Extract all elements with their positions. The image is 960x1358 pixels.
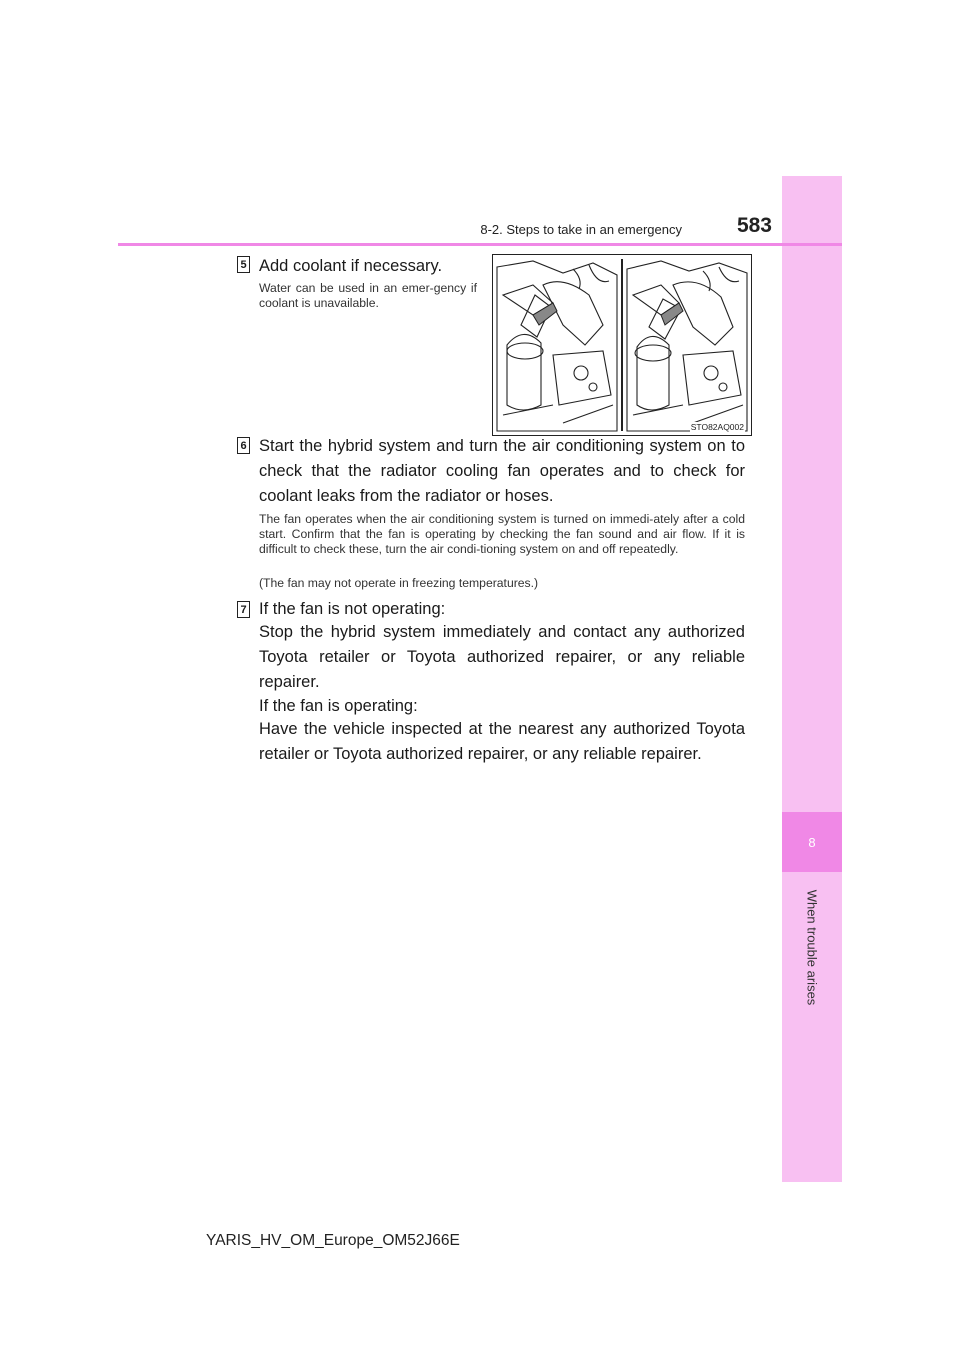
step-7-fan-operating-instruction: Have the vehicle inspected at the nearest any authorized Toyota retailer or Toyota authorized repairer, or any reliable repairer. <box>259 720 745 763</box>
engine-bay-drawing <box>493 255 751 435</box>
chapter-side-tab <box>782 176 842 1182</box>
step-6-badge: 6 <box>237 437 250 454</box>
step-5-note: Water can be used in an emer-gency if coolant is unavailable. <box>259 281 477 310</box>
step-6-note: The fan operates when the air conditioning system is turned on immedi-ately after a cold start. Confirm that the fan is operating by checking the fan sound and air flow. If it is difficult to check these, turn the air condi-tioning system on and off repeatedly. <box>259 512 745 556</box>
step-5-badge: 5 <box>237 256 250 273</box>
step-7-fan-not-operating-heading: If the fan is not operating: <box>259 600 446 618</box>
step-7-badge: 7 <box>237 601 250 618</box>
step-6-title: Start the hybrid system and turn the air conditioning system on to check that the radiator cooling fan operates and to check for coolant leaks from the radiator or hoses. <box>259 437 745 505</box>
chapter-number-badge: 8 <box>782 812 842 872</box>
section-title: 8-2. Steps to take in an emergency <box>480 222 682 237</box>
illustration-caption: STO82AQ002 <box>690 422 744 432</box>
step-7-fan-not-operating-instruction: Stop the hybrid system immediately and contact any authorized Toyota retailer or Toyota authorized repairer, or any reliable repairer. <box>259 623 745 691</box>
coolant-refill-illustration <box>492 254 752 436</box>
page-number: 583 <box>736 214 772 237</box>
document-id: YARIS_HV_OM_Europe_OM52J66E <box>206 1232 460 1249</box>
chapter-title-label: When trouble arises <box>804 889 820 1006</box>
header-rule <box>118 243 842 246</box>
step-7-fan-operating-heading: If the fan is operating: <box>259 697 418 715</box>
step-5-title: Add coolant if necessary. <box>259 257 443 275</box>
step-6-note-freezing: (The fan may not operate in freezing temperatures.) <box>259 576 539 590</box>
